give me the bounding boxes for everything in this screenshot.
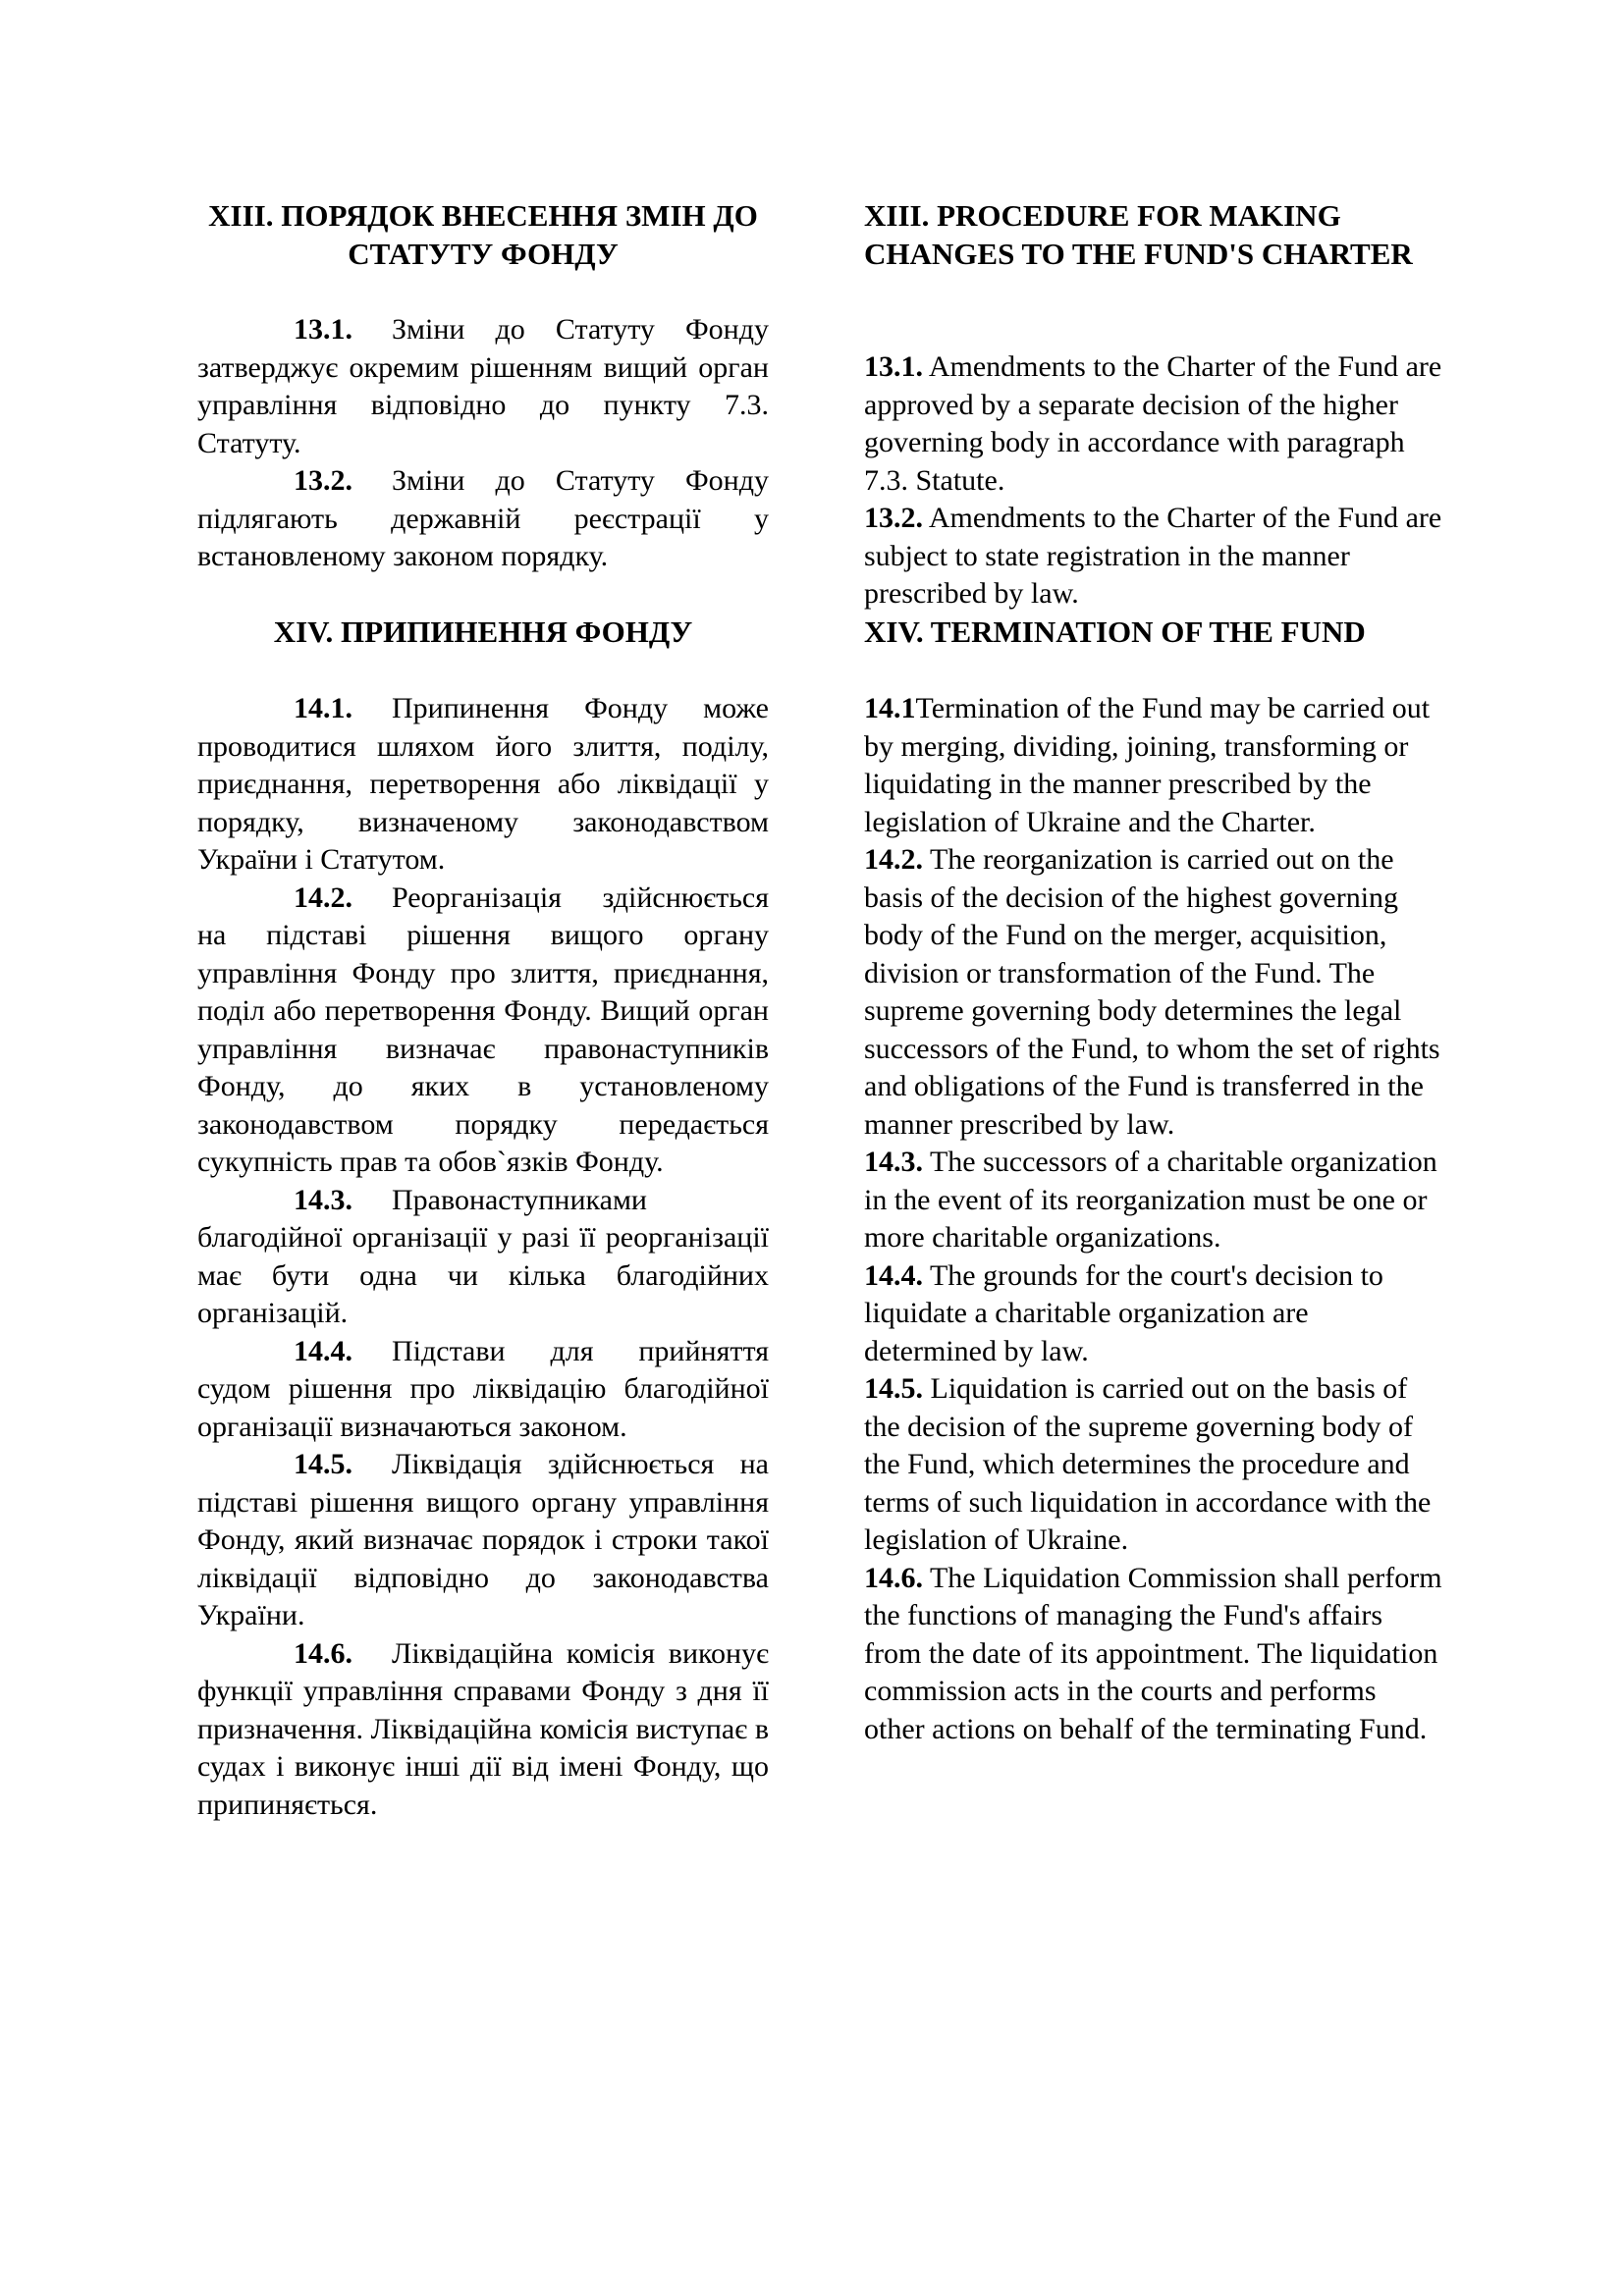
uk-paragraph-13-1	[197, 311, 769, 462]
en-clause-text: The grounds for the court's decision to liquidate a charitable organization are determined by law.	[864, 1258, 1383, 1367]
uk-heading-section-13	[197, 196, 769, 273]
uk-heading-14-text: XIV. ПРИПИНЕННЯ ФОНДУ	[273, 614, 693, 649]
uk-clause-text: Зміни до Статуту Фонду підлягають державній реєстрації у встановленому законом порядку.	[197, 464, 769, 572]
uk-paragraph-14-2	[197, 880, 769, 1182]
uk-clause-number: 14.6.	[294, 1636, 352, 1670]
uk-paragraph-14-4	[197, 1333, 769, 1447]
uk-clause-text: Правонаступниками благодійної організації у разі її реорганізації має бути одна чи кілька благодійних організацій.	[197, 1183, 769, 1329]
en-paragraph-13-2	[864, 500, 1443, 614]
uk-paragraph-14-3	[197, 1182, 769, 1333]
en-paragraph-14-1	[864, 690, 1443, 841]
en-clause-number: 13.1.	[864, 350, 923, 383]
en-paragraph-14-3	[864, 1144, 1443, 1257]
en-heading-section-14	[864, 613, 1443, 651]
uk-clause-text: Зміни до Статуту Фонду затверджує окремим рішенням вищий орган управління відповідно до пункту 7.3. Статуту.	[197, 313, 769, 459]
en-paragraph-14-5	[864, 1370, 1443, 1560]
uk-paragraph-14-1	[197, 690, 769, 880]
uk-clause-number: 14.5.	[294, 1448, 352, 1480]
en-heading-14-text: XIV. TERMINATION OF THE FUND	[864, 614, 1366, 649]
en-clause-number: 14.1	[864, 692, 916, 724]
uk-clause-number: 14.1.	[294, 692, 352, 724]
en-paragraph-14-4	[864, 1257, 1443, 1371]
en-clause-text: Amendments to the Charter of the Fund are subject to state registration in the manner prescribed by law.	[864, 502, 1442, 610]
en-clause-number: 14.3.	[864, 1146, 923, 1178]
en-section-14	[864, 690, 1443, 1748]
en-paragraph-13-1	[864, 348, 1443, 500]
en-paragraph-14-6	[864, 1560, 1443, 1749]
uk-clause-number: 13.2.	[294, 464, 352, 497]
en-clause-number: 14.4.	[864, 1258, 923, 1292]
uk-section-13	[197, 311, 769, 576]
en-heading-section-13	[864, 196, 1443, 273]
en-clause-number: 13.2.	[864, 502, 923, 534]
uk-clause-number: 14.4.	[294, 1334, 352, 1367]
en-clause-number: 14.6.	[864, 1561, 923, 1594]
en-clause-number: 14.5.	[864, 1372, 923, 1405]
uk-paragraph-14-6	[197, 1635, 769, 1825]
uk-clause-text: Ліквідаційна комісія виконує функції управління справами Фонду з дня її призначення. Ліквідаційна комісія виступає в судах і виконує інші дії від імені Фонду, що припиняється.	[197, 1636, 769, 1821]
uk-clause-number: 14.3.	[294, 1183, 352, 1216]
uk-clause-text: Припинення Фонду може проводитися шляхом його злиття, поділу, приєднання, перетворення або ліквідації у порядку, визначеному законодавством України і Статутом.	[197, 692, 769, 876]
uk-paragraph-13-2	[197, 462, 769, 576]
en-clause-text: Termination of the Fund may be carried out by merging, dividing, joining, transforming or liquidating in the manner prescribed by the legislation of Ukraine and the Charter.	[864, 692, 1431, 838]
en-clause-text: The reorganization is carried out on the basis of the decision of the highest governing body of the Fund on the merger, acquisition, division or transformation of the Fund. The supreme governing body determines the legal successors of the Fund, to whom the set of rights and obligations of the Fund is transferred in the manner prescribed by law.	[864, 843, 1440, 1141]
uk-paragraph-14-5	[197, 1446, 769, 1635]
en-section-13	[864, 348, 1443, 614]
uk-clause-text: Підстави для прийняття судом рішення про ліквідацію благодійної організації визначаються законом.	[197, 1334, 769, 1443]
uk-heading-13-text: XIII. ПОРЯДОК ВНЕСЕННЯ ЗМІН ДО СТАТУТУ ФОНДУ	[208, 198, 758, 271]
uk-clause-number: 13.1.	[294, 313, 352, 346]
en-clause-text: The successors of a charitable organization in the event of its reorganization must be one or more charitable organizations.	[864, 1146, 1437, 1254]
uk-heading-section-14	[197, 613, 769, 651]
en-paragraph-14-2	[864, 841, 1443, 1144]
en-clause-text: Liquidation is carried out on the basis of the decision of the supreme governing body of the Fund, which determines the procedure and terms of such liquidation in accordance with the legislation of Ukraine.	[864, 1372, 1432, 1556]
en-clause-text: The Liquidation Commission shall perform the functions of managing the Fund's affairs from the date of its appointment. The liquidation commission acts in the courts and performs other actions on behalf of the terminating Fund.	[864, 1561, 1442, 1745]
en-clause-text: Amendments to the Charter of the Fund are approved by a separate decision of the higher governing body in accordance with paragraph 7.3. Statute.	[864, 350, 1442, 497]
uk-clause-text: Реорганізація здійснюється на підставі рішення вищого органу управління Фонду про злиття, приєднання, поділ або перетворення Фонду. Вищий орган управління визначає правонаступників Фонду, до яких в установленому законодавством порядку передається сукупність прав та обов`язків Фонду.	[197, 881, 769, 1178]
uk-clause-text: Ліквідація здійснюється на підставі рішення вищого органу управління Фонду, який визначає порядок і строки такої ліквідації відповідно до законодавства України.	[197, 1448, 769, 1631]
en-heading-13-text: XIII. PROCEDURE FOR MAKING CHANGES TO THE FUND'S CHARTER	[864, 198, 1413, 271]
uk-section-14	[197, 690, 769, 1824]
en-clause-number: 14.2.	[864, 843, 923, 876]
uk-clause-number: 14.2.	[294, 881, 352, 914]
